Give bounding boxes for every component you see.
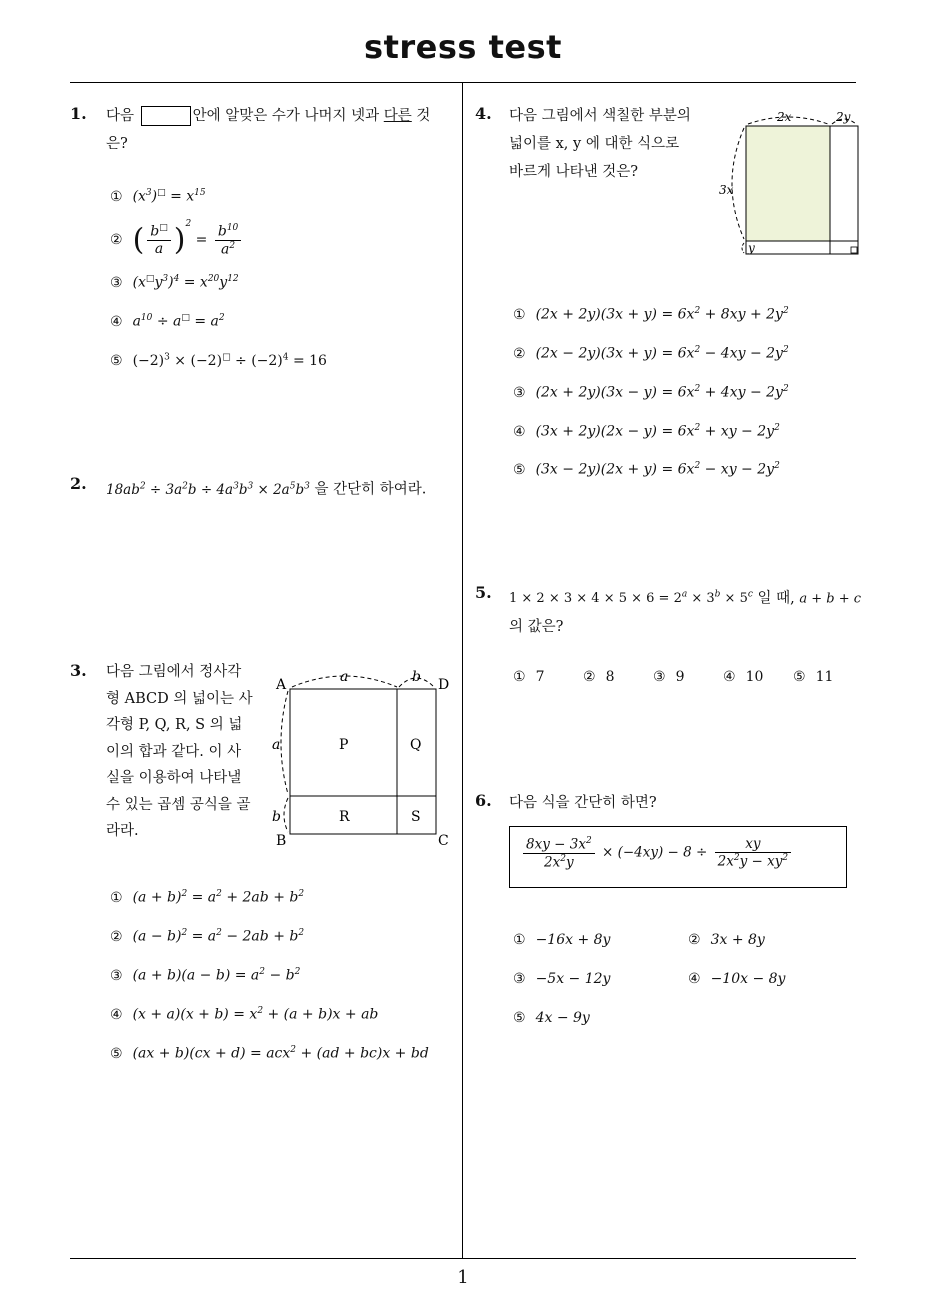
vertex-d: D	[438, 677, 450, 693]
square-abcd-figure	[270, 665, 460, 855]
q5-option-3[interactable]: ③ 9	[653, 669, 685, 685]
q3-option-1[interactable]: ① $(a + b)^2 = a^2 + 2ab + b^2$	[110, 889, 305, 906]
region-p: P	[339, 737, 349, 753]
region-r: R	[339, 809, 350, 825]
question-4-text: 다음 그림에서 색칠한 부분의 넓이를 x, y 에 대한 식으로 바르게 나타낸 것은?	[509, 108, 691, 180]
q6-option-2[interactable]: ② 3x + 8y	[688, 932, 765, 948]
q5-option-5[interactable]: ⑤ 11	[793, 669, 834, 685]
q1-option-4[interactable]: ④ $a^{10} \div a^□ = a^2$	[110, 313, 225, 330]
region-s: S	[411, 809, 421, 825]
q1-option-3[interactable]: ③ $(x^□y^3)^4 = x^{20}y^{12}$	[110, 274, 239, 291]
q6-option-3[interactable]: ③ −5x − 12y	[513, 971, 611, 987]
label-y: y	[748, 241, 755, 255]
q3-option-3[interactable]: ③ $(a + b)(a - b) = a^2 - b^2$	[110, 967, 301, 984]
q4-option-4[interactable]: ④ $(3x + 2y)(2x - y) = 6x^2$ + xy − $2y^2$	[513, 423, 780, 440]
q1-option-5[interactable]: ⑤ $(-2)^3 \times (-2)^□ \div (-2)^4 = 16$	[110, 352, 327, 369]
q1-option-1[interactable]: ① $(x^3)^□ = x^{15}$	[110, 188, 206, 205]
rectangle-area-figure	[715, 108, 865, 258]
q6-option-4[interactable]: ④ −10x − 8y	[688, 971, 786, 987]
column-divider	[462, 83, 463, 1259]
q3-option-5[interactable]: ⑤ (ax + b)(cx + d) = acx$^2$ + (ad + bc)x + bd	[110, 1045, 429, 1062]
question-2-number: 2.	[70, 474, 87, 493]
label-b-top: b	[412, 669, 421, 685]
vertex-c: C	[438, 833, 449, 849]
q5-option-2[interactable]: ② 8	[583, 669, 615, 685]
question-4-number: 4.	[475, 104, 492, 123]
q6-option-5[interactable]: ⑤ 4x − 9y	[513, 1010, 590, 1026]
q3-option-2[interactable]: ② $(a - b)^2 = a^2 - 2ab + b^2$	[110, 928, 305, 945]
label-a-left: a	[272, 737, 281, 753]
question-3-text: 다음 그림에서 정사각 형 ABCD 의 넓이는 사 각형 P, Q, R, S 의 넓 이의 합과 같다. 이 사 실을 이용하여 나타낼 수 있는 곱셈 공식을 골 라라.	[106, 664, 253, 839]
bottom-rule	[70, 1258, 856, 1259]
question-6-number: 6.	[475, 791, 492, 810]
q4-option-3[interactable]: ③ $(2x + 2y)(3x - y) = 6x^2 + 4xy - 2y^2$	[513, 384, 789, 401]
q1-option-2[interactable]: ② ( $\frac{b^□}{a}$ )$^2$ = $\frac{b^{10}}{a^2}$	[110, 219, 244, 258]
label-b-left: b	[272, 809, 281, 825]
question-6-text: 다음 식을 간단히 하면?	[509, 795, 657, 811]
q3-option-4[interactable]: ④ $(x + a)(x + b) = x^2 + (a + b)x$ + ab	[110, 1006, 379, 1023]
page-number: 1	[457, 1267, 469, 1288]
vertex-a: A	[276, 677, 287, 693]
label-2y: 2y	[836, 110, 851, 124]
q4-option-5[interactable]: ⑤ $(3x - 2y)(2x + y) = 6x^2$ − xy − $2y^2$	[513, 461, 780, 478]
region-q: Q	[410, 737, 422, 753]
q6-option-1[interactable]: ① −16x + 8y	[513, 932, 611, 948]
q4-option-2[interactable]: ② $(2x - 2y)(3x + y) = 6x^2 - 4xy - 2y^2$	[513, 345, 789, 362]
q5-option-1[interactable]: ① 7	[513, 669, 545, 685]
top-rule	[70, 82, 856, 83]
blank-box	[141, 106, 191, 126]
q4-option-1[interactable]: ① $(2x + 2y)(3x + y) = 6x^2 + 8xy + 2y^2$	[513, 306, 789, 323]
q5-option-4[interactable]: ④ 10	[723, 669, 764, 685]
expression: $\frac{8xy - 3x^2}{2x^2y}$ × (−4xy) − 8 ÷ $\frac{xy}{2x^2y - xy^2}$	[520, 836, 794, 870]
vertex-b: B	[276, 833, 287, 849]
label-a-top: a	[340, 669, 349, 685]
question-1-number: 1.	[70, 104, 87, 123]
label-3x: 3x	[719, 183, 734, 197]
question-5-number: 5.	[475, 583, 492, 602]
question-3-number: 3.	[70, 661, 87, 680]
question-1-text: 다음 안에 알맞은 수가 나머지 넷과 다른 것 은?	[106, 108, 431, 152]
question-5-text: $1 \times 2 \times 3 \times 4 \times 5 \times 6 = 2^a \times 3^b \times 5^c$ 일 때, a + b + c 의 값은?	[509, 590, 862, 636]
page-title: stress test	[364, 28, 562, 66]
question-2-text: $18ab^2 \div 3a^2b \div 4a^3b^3 \times 2a^5b^3$ 을 간단히 하여라.	[106, 481, 427, 498]
label-2x: 2x	[777, 110, 792, 124]
